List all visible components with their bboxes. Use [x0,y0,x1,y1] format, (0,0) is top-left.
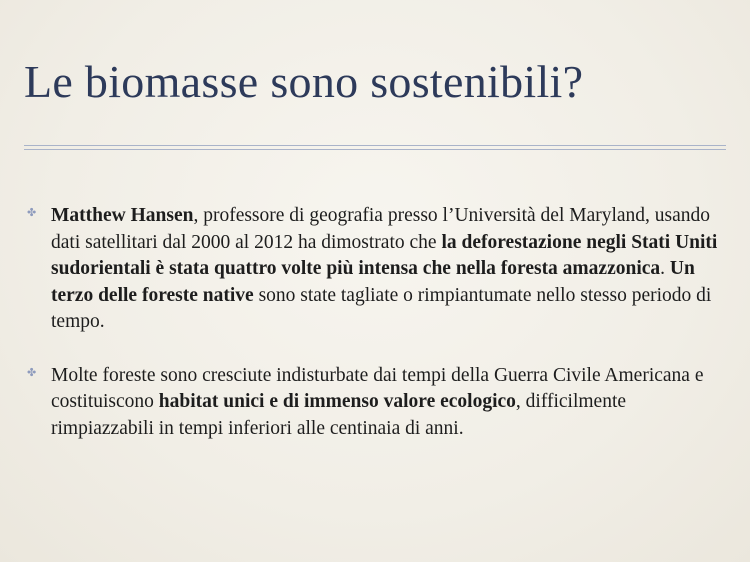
title-divider-bottom [24,149,726,150]
bullet-item [24,363,724,443]
bullet-text: Molte foreste sono cresciute indisturbate dai tempi della Guerra Civile Americana e costituiscono [51,364,704,412]
bullet-item [24,203,724,336]
bullet-text-bold: la deforestazione negli Stati Uniti sudorientali è stata quattro volte più intensa che nella foresta amazzonica [51,231,718,279]
bullet-text: , difficilmente rimpiazzabili in tempi inferiori alle centinaia di anni. [51,391,627,439]
bullet-text: . [660,258,670,279]
bullet-text-bold: Matthew Hansen [51,205,194,226]
title-divider-top [24,145,726,146]
bullet-list [24,203,724,442]
flower-bullet-icon: ✤ [27,207,37,219]
flower-bullet-icon: ✤ [27,366,37,379]
bullet-text: sono state tagliate o rimpiantumate nello stesso periodo di tempo. [51,284,712,332]
bullet-text: , professore di geografia presso l’Università del Maryland, usando dati satellitari dal 2000 al 2012 ha dimostrato che [51,205,711,253]
bullet-text-bold: Un terzo delle foreste native [51,258,695,306]
bullet-text-bold: habitat unici e di immenso valore ecologico [158,391,516,412]
slide-title: Le biomasse sono sostenibili? [24,56,584,107]
